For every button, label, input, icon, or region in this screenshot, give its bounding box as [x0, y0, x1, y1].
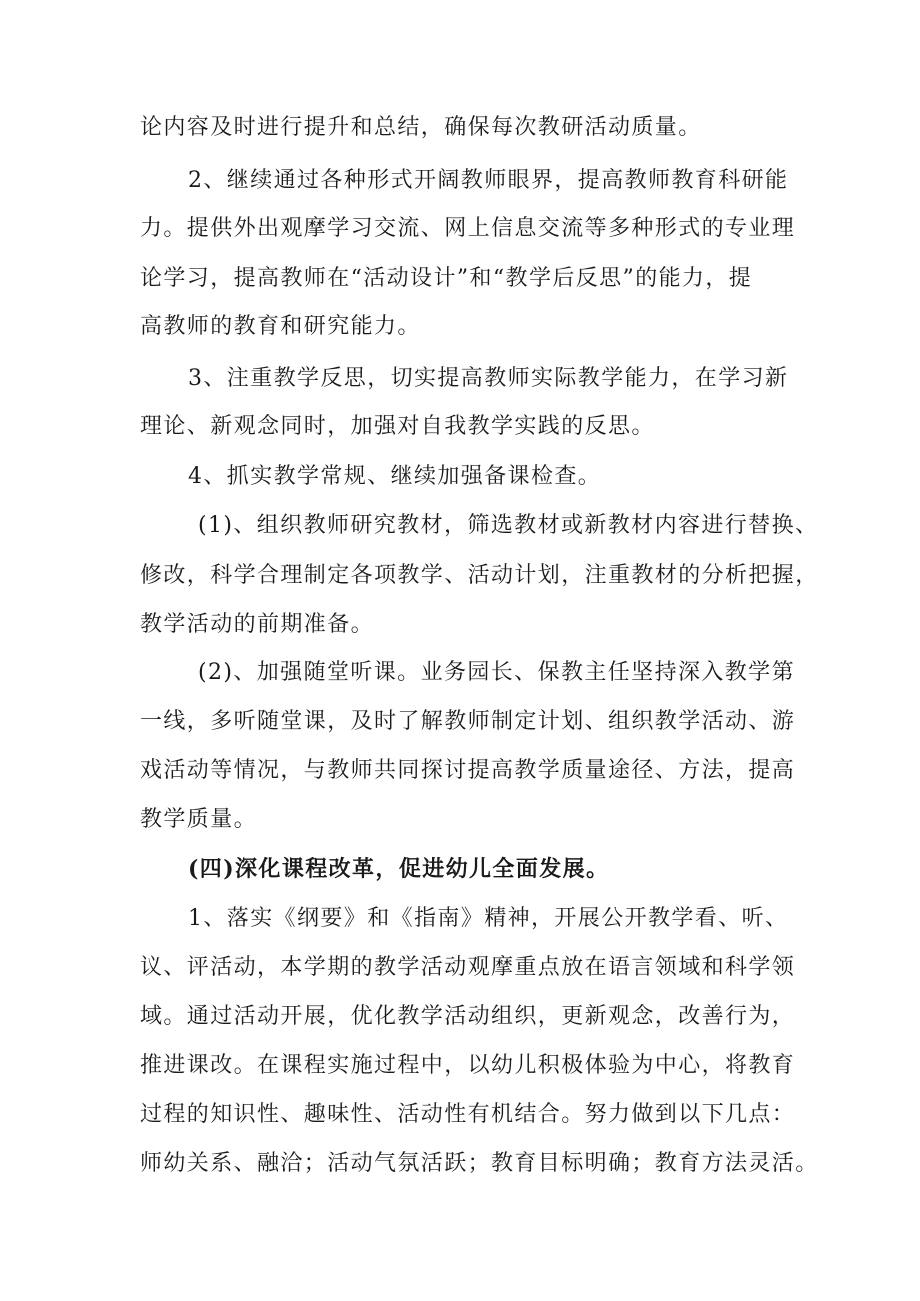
paragraph-line: 过程的知识性、趣味性、活动性有机结合。努力做到以下几点： — [140, 1102, 796, 1127]
paragraph-line: 力。提供外出观摩学习交流、网上信息交流等多种形式的专业理 — [140, 216, 796, 241]
paragraph-line: 戏活动等情况，与教师共同探讨提高教学质量途径、方法，提高 — [140, 758, 796, 783]
paragraph-line: 教学质量。 — [140, 807, 258, 832]
paragraph-line: 域。通过活动开展，优化教学活动组织，更新观念，改善行为， — [140, 1004, 796, 1029]
paragraph-line: 高教师的教育和研究能力。 — [140, 314, 421, 339]
paragraph-line: 师幼关系、融洽；活动气氛活跃；教育目标明确；教育方法灵活。 — [140, 1151, 819, 1176]
paragraph-line: 一线，多听随堂课，及时了解教师制定计划、组织教学活动、游 — [140, 709, 796, 734]
paragraph-line: 3、注重教学反思，切实提高教师实际教学能力，在学习新 — [188, 366, 789, 391]
paragraph-line: 教学活动的前期准备。 — [140, 612, 375, 637]
paragraph-line: 推进课改。在课程实施过程中，以幼儿积极体验为中心，将教育 — [140, 1053, 796, 1078]
paragraph-line: 修改，科学合理制定各项教学、活动计划，注重教材的分析把握， — [140, 563, 819, 588]
paragraph-line: 论学习，提高教师在“活动设计”和“教学后反思”的能力，提 — [140, 266, 753, 291]
paragraph-line: 议、评活动，本学期的教学活动观摩重点放在语言领域和科学领 — [140, 955, 796, 980]
paragraph-line: (1)、组织教师研究教材，筛选教材或新教材内容进行替换、 — [198, 513, 819, 538]
paragraph-line: 理论、新观念同时，加强对自我教学实践的反思。 — [140, 414, 655, 439]
section-heading: (四)深化课程改革，促进幼儿全面发展。 — [188, 856, 610, 882]
paragraph-line: 1、落实《纲要》和《指南》精神，开展公开教学看、听、 — [188, 906, 789, 931]
paragraph-line: 论内容及时进行提升和总结，确保每次教研活动质量。 — [140, 115, 702, 140]
paragraph-line: (2)、加强随堂听课。业务园长、保教主任坚持深入教学第 — [198, 660, 795, 685]
paragraph-line: 2、继续通过各种形式开阔教师眼界，提高教师教育科研能 — [188, 168, 789, 193]
paragraph-line: 4、抓实教学常规、继续加强备课检查。 — [188, 464, 602, 489]
